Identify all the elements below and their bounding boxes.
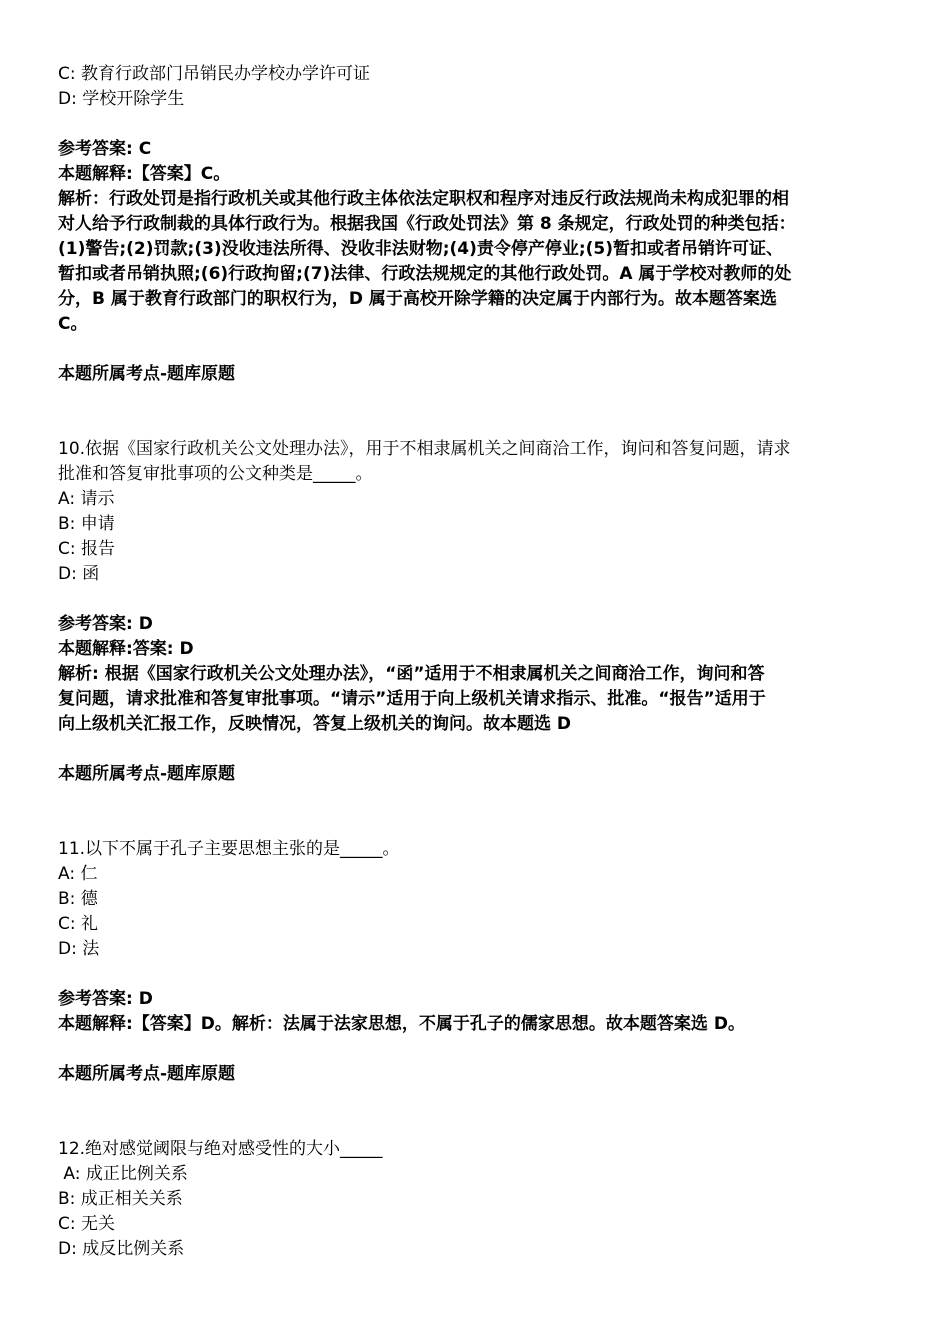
topic-line: 本题所属考点-题库原题	[58, 1064, 236, 1084]
answer-line: 参考答案: D	[58, 989, 153, 1009]
explanation-head: 本题解释:【答案】C。	[58, 164, 231, 184]
question-stem: 11.以下不属于孔子主要思想主张的是_____。	[58, 839, 400, 859]
option-c: C: 礼	[58, 914, 99, 934]
explanation-line: 对人给予行政制裁的具体行政行为。根据我国《行政处罚法》第 8 条规定，行政处罚的种类包括：	[58, 214, 796, 234]
explanation-line: 解析: 根据《国家行政机关公文处理办法》，“函”适用于不相隶属机关之间商洽工作，询问和答	[58, 664, 765, 684]
option-c: C: 报告	[58, 539, 116, 559]
topic-line: 本题所属考点-题库原题	[58, 364, 236, 384]
explanation-line: 向上级机关汇报工作，反映情况，答复上级机关的询问。故本题选 D	[58, 714, 572, 734]
answer-line: 参考答案: C	[58, 139, 152, 159]
explanation-line: 本题解释:【答案】D。解析：法属于法家思想，不属于孔子的儒家思想。故本题答案选 D。	[58, 1014, 745, 1034]
question-10	[58, 437, 900, 787]
option-d: D: 函	[58, 564, 100, 584]
option-d: D: 学校开除学生	[58, 89, 185, 109]
option-b: B: 申请	[58, 514, 115, 534]
explanation-line: (1)警告;(2)罚款;(3)没收违法所得、没收非法财物;(4)责令停产停业;(5)暂扣或者吊销许可证、	[58, 239, 784, 259]
question-11	[58, 837, 900, 1087]
option-d: D: 法	[58, 939, 100, 959]
question-stem: 批准和答复审批事项的公文种类是_____。	[58, 464, 373, 484]
option-a: A: 成正比例关系	[58, 1164, 188, 1184]
option-c: C: 教育行政部门吊销民办学校办学许可证	[58, 64, 371, 84]
document-page	[58, 62, 900, 1262]
answer-line: 参考答案: D	[58, 614, 153, 634]
explanation-line: 复问题，请求批准和答复审批事项。“请示”适用于向上级机关请求指示、批准。“报告”适用于	[58, 689, 766, 709]
explanation-line: 暂扣或者吊销执照;(6)行政拘留;(7)法律、行政法规规定的其他行政处罚。A 属于学校对教师的处	[58, 264, 792, 284]
question-stem: 12.绝对感觉阈限与绝对感受性的大小_____	[58, 1139, 383, 1159]
option-a: A: 请示	[58, 489, 115, 509]
question-stem: 10.依据《国家行政机关公文处理办法》，用于不相隶属机关之间商洽工作，询问和答复问题，请求	[58, 439, 791, 459]
option-d: D: 成反比例关系	[58, 1239, 185, 1259]
explanation-head: 本题解释:答案: D	[58, 639, 194, 659]
option-b: B: 成正相关关系	[58, 1189, 183, 1209]
explanation-line: 分，B 属于教育行政部门的职权行为，D 属于高校开除学籍的决定属于内部行为。故本题答案选	[58, 289, 777, 309]
question-12	[58, 1137, 900, 1262]
question-9-tail	[58, 62, 900, 387]
option-a: A: 仁	[58, 864, 98, 884]
option-c: C: 无关	[58, 1214, 116, 1234]
option-b: B: 德	[58, 889, 98, 909]
explanation-line: C。	[58, 314, 88, 334]
explanation-line: 解析：行政处罚是指行政机关或其他行政主体依法定职权和程序对违反行政法规尚未构成犯罪的相	[58, 189, 789, 209]
topic-line: 本题所属考点-题库原题	[58, 764, 236, 784]
